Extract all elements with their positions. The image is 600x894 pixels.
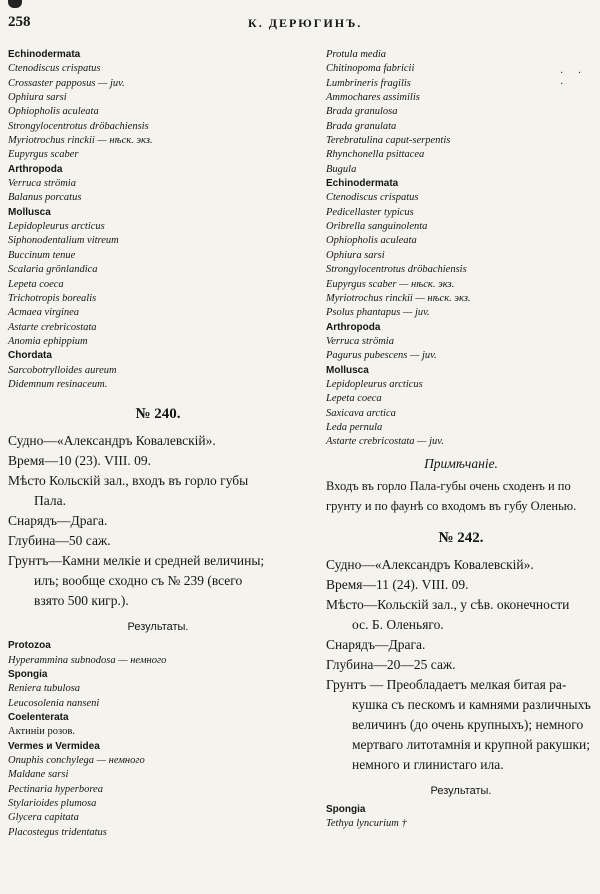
species-entry: Crossaster papposus — juv. bbox=[8, 77, 125, 89]
station-240-title: № 240. bbox=[135, 406, 181, 423]
station-detail-line: Пала. bbox=[34, 493, 66, 509]
station-240-details bbox=[8, 431, 308, 611]
species-entry: Ophiopholis aculeata bbox=[326, 235, 417, 247]
species-entry: Saxicava arctica bbox=[326, 407, 396, 419]
species-entry: Anomia ephippium bbox=[8, 335, 88, 347]
station-detail-line: Снарядъ—Драга. bbox=[326, 636, 426, 652]
species-list-right bbox=[326, 48, 596, 450]
species-entry: Placostegus tridentatus bbox=[8, 826, 107, 838]
left-column bbox=[8, 48, 308, 840]
species-entry: Terebratulina caput-serpentis bbox=[326, 135, 451, 147]
corner-ink-mark bbox=[8, 0, 22, 8]
station-detail-line: Судно—«Александръ Ковалевскій». bbox=[8, 433, 216, 449]
station-detail-line: Время—11 (24). VIII. 09. bbox=[326, 576, 469, 592]
species-entry: Hyperammina subnodosa — немного bbox=[8, 654, 167, 666]
station-detail-line: Судно—«Александръ Ковалевскій». bbox=[326, 556, 534, 572]
station-detail-line: немного и глинистаго ила. bbox=[352, 756, 504, 772]
running-head: К. ДЕРЮГИНЪ. bbox=[248, 16, 363, 30]
species-entry: Astarte crebricostata — juv. bbox=[326, 436, 444, 448]
species-entry: Rhynchonella psittacea bbox=[326, 149, 425, 161]
station-detail-line: Глубина—20—25 саж. bbox=[326, 656, 456, 672]
station-240-results-title: Результаты. bbox=[127, 621, 189, 634]
station-detail-line: Снарядъ—Драга. bbox=[8, 513, 108, 529]
species-entry: Sarcobotrylloides aureum bbox=[8, 364, 117, 376]
taxon-group-heading: Protozoa bbox=[8, 640, 51, 652]
species-entry: Maldane sarsi bbox=[8, 769, 69, 781]
taxon-group-heading: Arthropoda bbox=[8, 163, 63, 175]
taxon-group-heading: Mollusca bbox=[8, 206, 51, 218]
station-detail-line: Грунтъ—Камни мелкіе и средней величины; bbox=[8, 553, 265, 569]
note-title: Примѣчаніе. bbox=[424, 455, 498, 471]
station-242-results-title: Результаты. bbox=[430, 784, 492, 797]
station-detail-line: илъ; вообще сходно съ № 239 (всего bbox=[34, 573, 243, 589]
taxon-group-heading: Echinodermata bbox=[8, 49, 81, 60]
station-242-results bbox=[326, 803, 596, 832]
species-entry: Lepeta coeca bbox=[8, 278, 64, 290]
species-entry: Pagurus pubescens — juv. bbox=[326, 350, 437, 362]
station-detail-line: взято 500 кигр.). bbox=[34, 593, 129, 609]
taxon-group-heading: Mollusca bbox=[326, 364, 369, 376]
species-entry: Astarte crebricostata bbox=[8, 321, 97, 333]
species-entry: Ophiura sarsi bbox=[326, 249, 385, 261]
species-entry: Leucosolenia nanseni bbox=[8, 697, 100, 709]
species-entry: Myriotrochus rinckii — нѣск. экз. bbox=[326, 292, 471, 304]
species-entry: Pedicellaster typicus bbox=[326, 206, 414, 218]
species-entry: Trichotropis borealis bbox=[8, 292, 97, 304]
species-entry: Stylarioides plumosa bbox=[8, 798, 97, 810]
taxon-group-heading: Vermes и Vermidea bbox=[8, 740, 100, 752]
taxon-group-heading: Echinodermata bbox=[326, 178, 399, 190]
ink-specks: · · · bbox=[560, 68, 588, 90]
station-detail-line: величинъ (до очень крупныхъ); немного bbox=[352, 716, 584, 732]
station-detail-line: Глубина—50 саж. bbox=[8, 533, 111, 549]
species-entry: Ctenodiscus crispatus bbox=[8, 63, 101, 75]
species-entry: Strongylocentrotus dröbachiensis bbox=[8, 120, 149, 132]
species-entry: Verruca strömia bbox=[8, 178, 76, 190]
species-entry: Ophiura sarsi bbox=[8, 92, 67, 104]
species-entry: Lepeta coeca bbox=[326, 393, 382, 405]
species-entry: Leda pernula bbox=[326, 421, 383, 433]
species-entry: Siphonodentalium vitreum bbox=[8, 235, 119, 247]
station-detail-line: мертваго литотамнія и крупной ракушки; bbox=[352, 736, 591, 752]
species-entry: Pectinaria hyperborea bbox=[8, 783, 103, 795]
species-list-continued bbox=[8, 48, 308, 392]
station-240-results bbox=[8, 639, 308, 840]
station-242-title: № 242. bbox=[438, 529, 484, 546]
species-entry: Ophiopholis aculeata bbox=[8, 106, 99, 118]
species-entry: Strongylocentrotus dröbachiensis bbox=[326, 264, 467, 276]
species-entry: Glycera capitata bbox=[8, 812, 79, 824]
species-entry: Scalaria grönlandica bbox=[8, 264, 98, 276]
species-entry: Tethya lyncurium † bbox=[326, 817, 407, 829]
species-entry: Verruca strömia bbox=[326, 335, 394, 347]
species-entry: Eupyrgus scaber — нѣск. экз. bbox=[326, 278, 455, 290]
station-detail-line: Грунтъ — Преобладаетъ мелкая битая ра- bbox=[326, 676, 567, 692]
species-entry: Brada granulosa bbox=[326, 106, 398, 118]
species-entry: Balanus porcatus bbox=[8, 192, 82, 204]
species-entry: Acmaea virginea bbox=[8, 307, 80, 319]
station-detail-line: Время—10 (23). VIII. 09. bbox=[8, 453, 151, 469]
station-detail-line: кушка съ пескомъ и камнями различныхъ bbox=[352, 696, 591, 712]
species-entry: Onuphis conchylega — немного bbox=[8, 755, 145, 766]
species-entry: Ctenodiscus crispatus bbox=[326, 192, 419, 204]
species-entry: Lumbrineris fragilis bbox=[326, 77, 411, 89]
station-detail-line: Мѣсто—Кольскій зал., у сѣв. оконечности bbox=[326, 596, 570, 612]
taxon-group-heading: Coelenterata bbox=[8, 711, 69, 723]
taxon-group-heading: Arthropoda bbox=[326, 321, 381, 333]
species-entry: Ammochares assimilis bbox=[326, 92, 420, 104]
species-entry: Актиніи розов. bbox=[8, 726, 75, 738]
taxon-group-heading: Chordata bbox=[8, 350, 52, 362]
right-column bbox=[326, 48, 596, 831]
taxon-group-heading: Spongia bbox=[326, 803, 366, 815]
species-entry: Psolus phantapus — juv. bbox=[326, 307, 430, 319]
species-entry: Reniera tubulosa bbox=[8, 683, 81, 695]
species-entry: Protula media bbox=[326, 49, 386, 60]
species-entry: Buccinum tenue bbox=[8, 249, 76, 261]
taxon-group-heading: Spongia bbox=[8, 668, 48, 680]
page-number: 258 bbox=[8, 14, 31, 30]
species-entry: Didemnum resinaceum. bbox=[8, 378, 108, 390]
species-entry: Chitinopoma fabricii bbox=[326, 63, 415, 75]
species-entry: Lepidopleurus arcticus bbox=[8, 221, 105, 233]
species-entry: Eupyrgus scaber bbox=[8, 149, 79, 161]
species-entry: Brada granulata bbox=[326, 120, 397, 132]
station-detail-line: Мѣсто Кольскій зал., входъ въ горло губы bbox=[8, 473, 249, 489]
species-entry: Oribrella sanguinolenta bbox=[326, 221, 428, 233]
species-entry: Lepidopleurus arcticus bbox=[326, 378, 423, 390]
station-242-details bbox=[326, 555, 596, 775]
station-detail-line: ос. Б. Оленьяго. bbox=[352, 616, 444, 632]
species-entry: Myriotrochus rinckii — нѣск. экз. bbox=[8, 135, 153, 147]
note-text: Входъ въ горло Пала-губы очень сходенъ и по грунту и по фаунѣ со входомъ въ губу Оленью. bbox=[326, 478, 577, 513]
page-header bbox=[8, 14, 580, 34]
species-entry: Bugula bbox=[326, 163, 357, 175]
